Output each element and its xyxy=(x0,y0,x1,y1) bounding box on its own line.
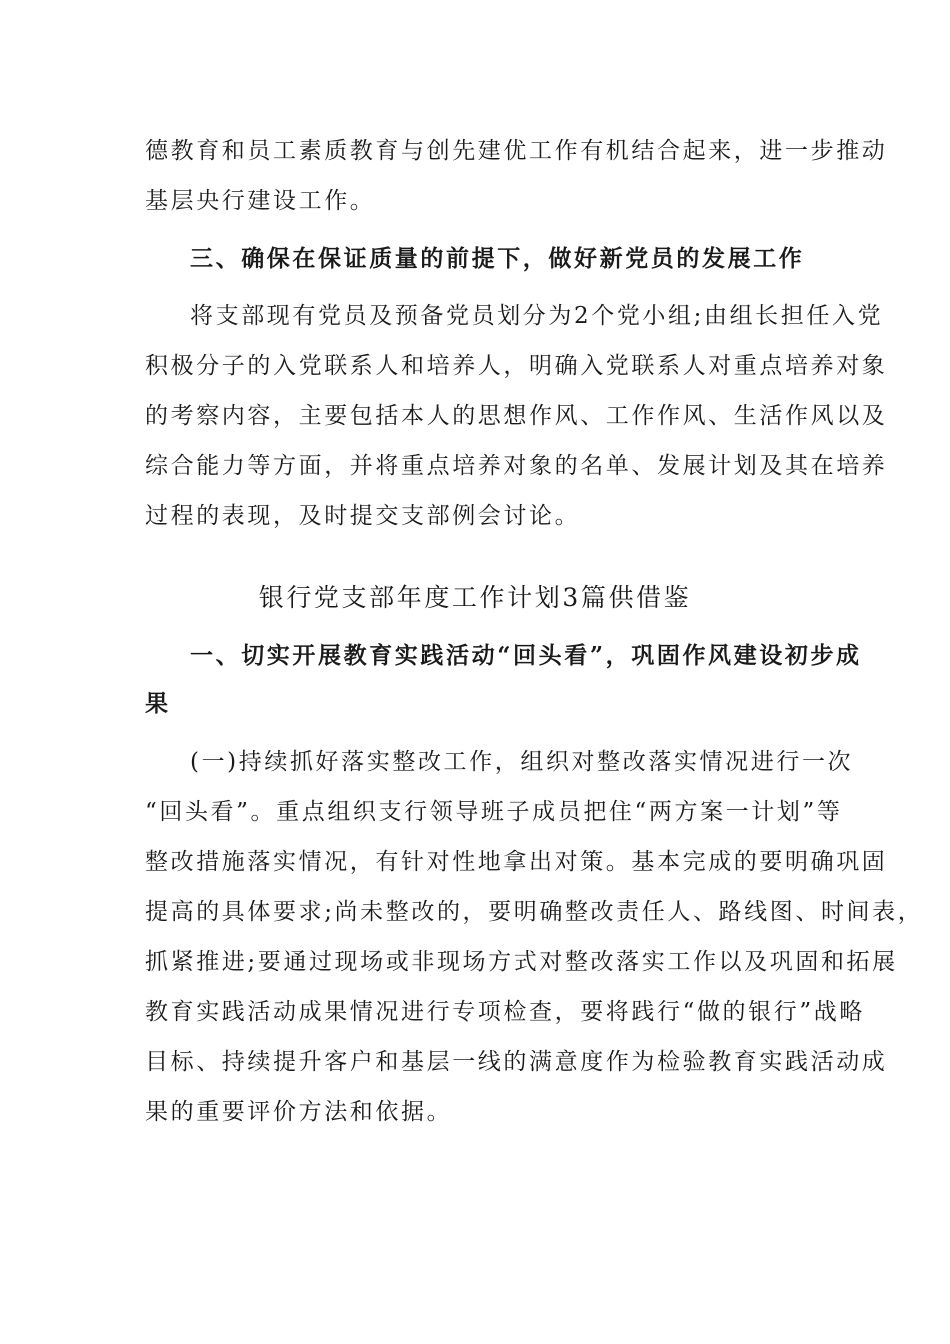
section1-paragraph-line-8: 果的重要评价方法和依据。 xyxy=(145,1099,453,1125)
intro-line-2: 基层央行建设工作。 xyxy=(145,188,376,214)
section1-paragraph-line-3: 整改措施落实情况，有针对性地拿出对策。基本完成的要明确巩固 xyxy=(145,849,888,875)
intro-line-1: 德教育和员工素质教育与创先建优工作有机结合起来，进一步推动 xyxy=(145,138,888,164)
section1-paragraph-line-7: 目标、持续提升客户和基层一线的满意度作为检验教育实践活动成 xyxy=(145,1049,888,1075)
section3-paragraph-line-3: 的考察内容，主要包括本人的思想作风、工作作风、生活作风以及 xyxy=(145,403,888,429)
section1-heading-line-2: 果 xyxy=(145,690,171,717)
article-title: 银行党支部年度工作计划3篇供借鉴 xyxy=(258,583,692,612)
section3-paragraph-line-5: 过程的表现，及时提交支部例会讨论。 xyxy=(145,503,581,529)
section1-paragraph-line-2: “回头看”。重点组织支行领导班子成员把住“两方案一计划”等 xyxy=(145,799,843,825)
section3-paragraph-line-4: 综合能力等方面，并将重点培养对象的名单、发展计划及其在培养 xyxy=(145,453,888,479)
section3-paragraph-line-2: 积极分子的入党联系人和培养人，明确入党联系人对重点培养对象 xyxy=(145,353,888,379)
section1-paragraph-line-5: 抓紧推进;要通过现场或非现场方式对整改落实工作以及巩固和拓展 xyxy=(145,949,898,975)
section1-paragraph-line-1: (一)持续抓好落实整改工作，组织对整改落实情况进行一次 xyxy=(190,749,854,775)
section1-paragraph-line-4: 提高的具体要求;尚未整改的，要明确整改责任人、路线图、时间表， xyxy=(145,899,924,925)
section3-paragraph-line-1: 将支部现有党员及预备党员划分为2个党小组;由组长担任入党 xyxy=(190,303,884,329)
section3-heading: 三、确保在保证质量的前提下，做好新党员的发展工作 xyxy=(190,245,805,272)
section1-heading-line-1: 一、切实开展教育实践活动“回头看”，巩固作风建设初步成 xyxy=(190,642,862,669)
section1-paragraph-line-6: 教育实践活动成果情况进行专项检查，要将践行“做的银行”战略 xyxy=(145,999,865,1025)
